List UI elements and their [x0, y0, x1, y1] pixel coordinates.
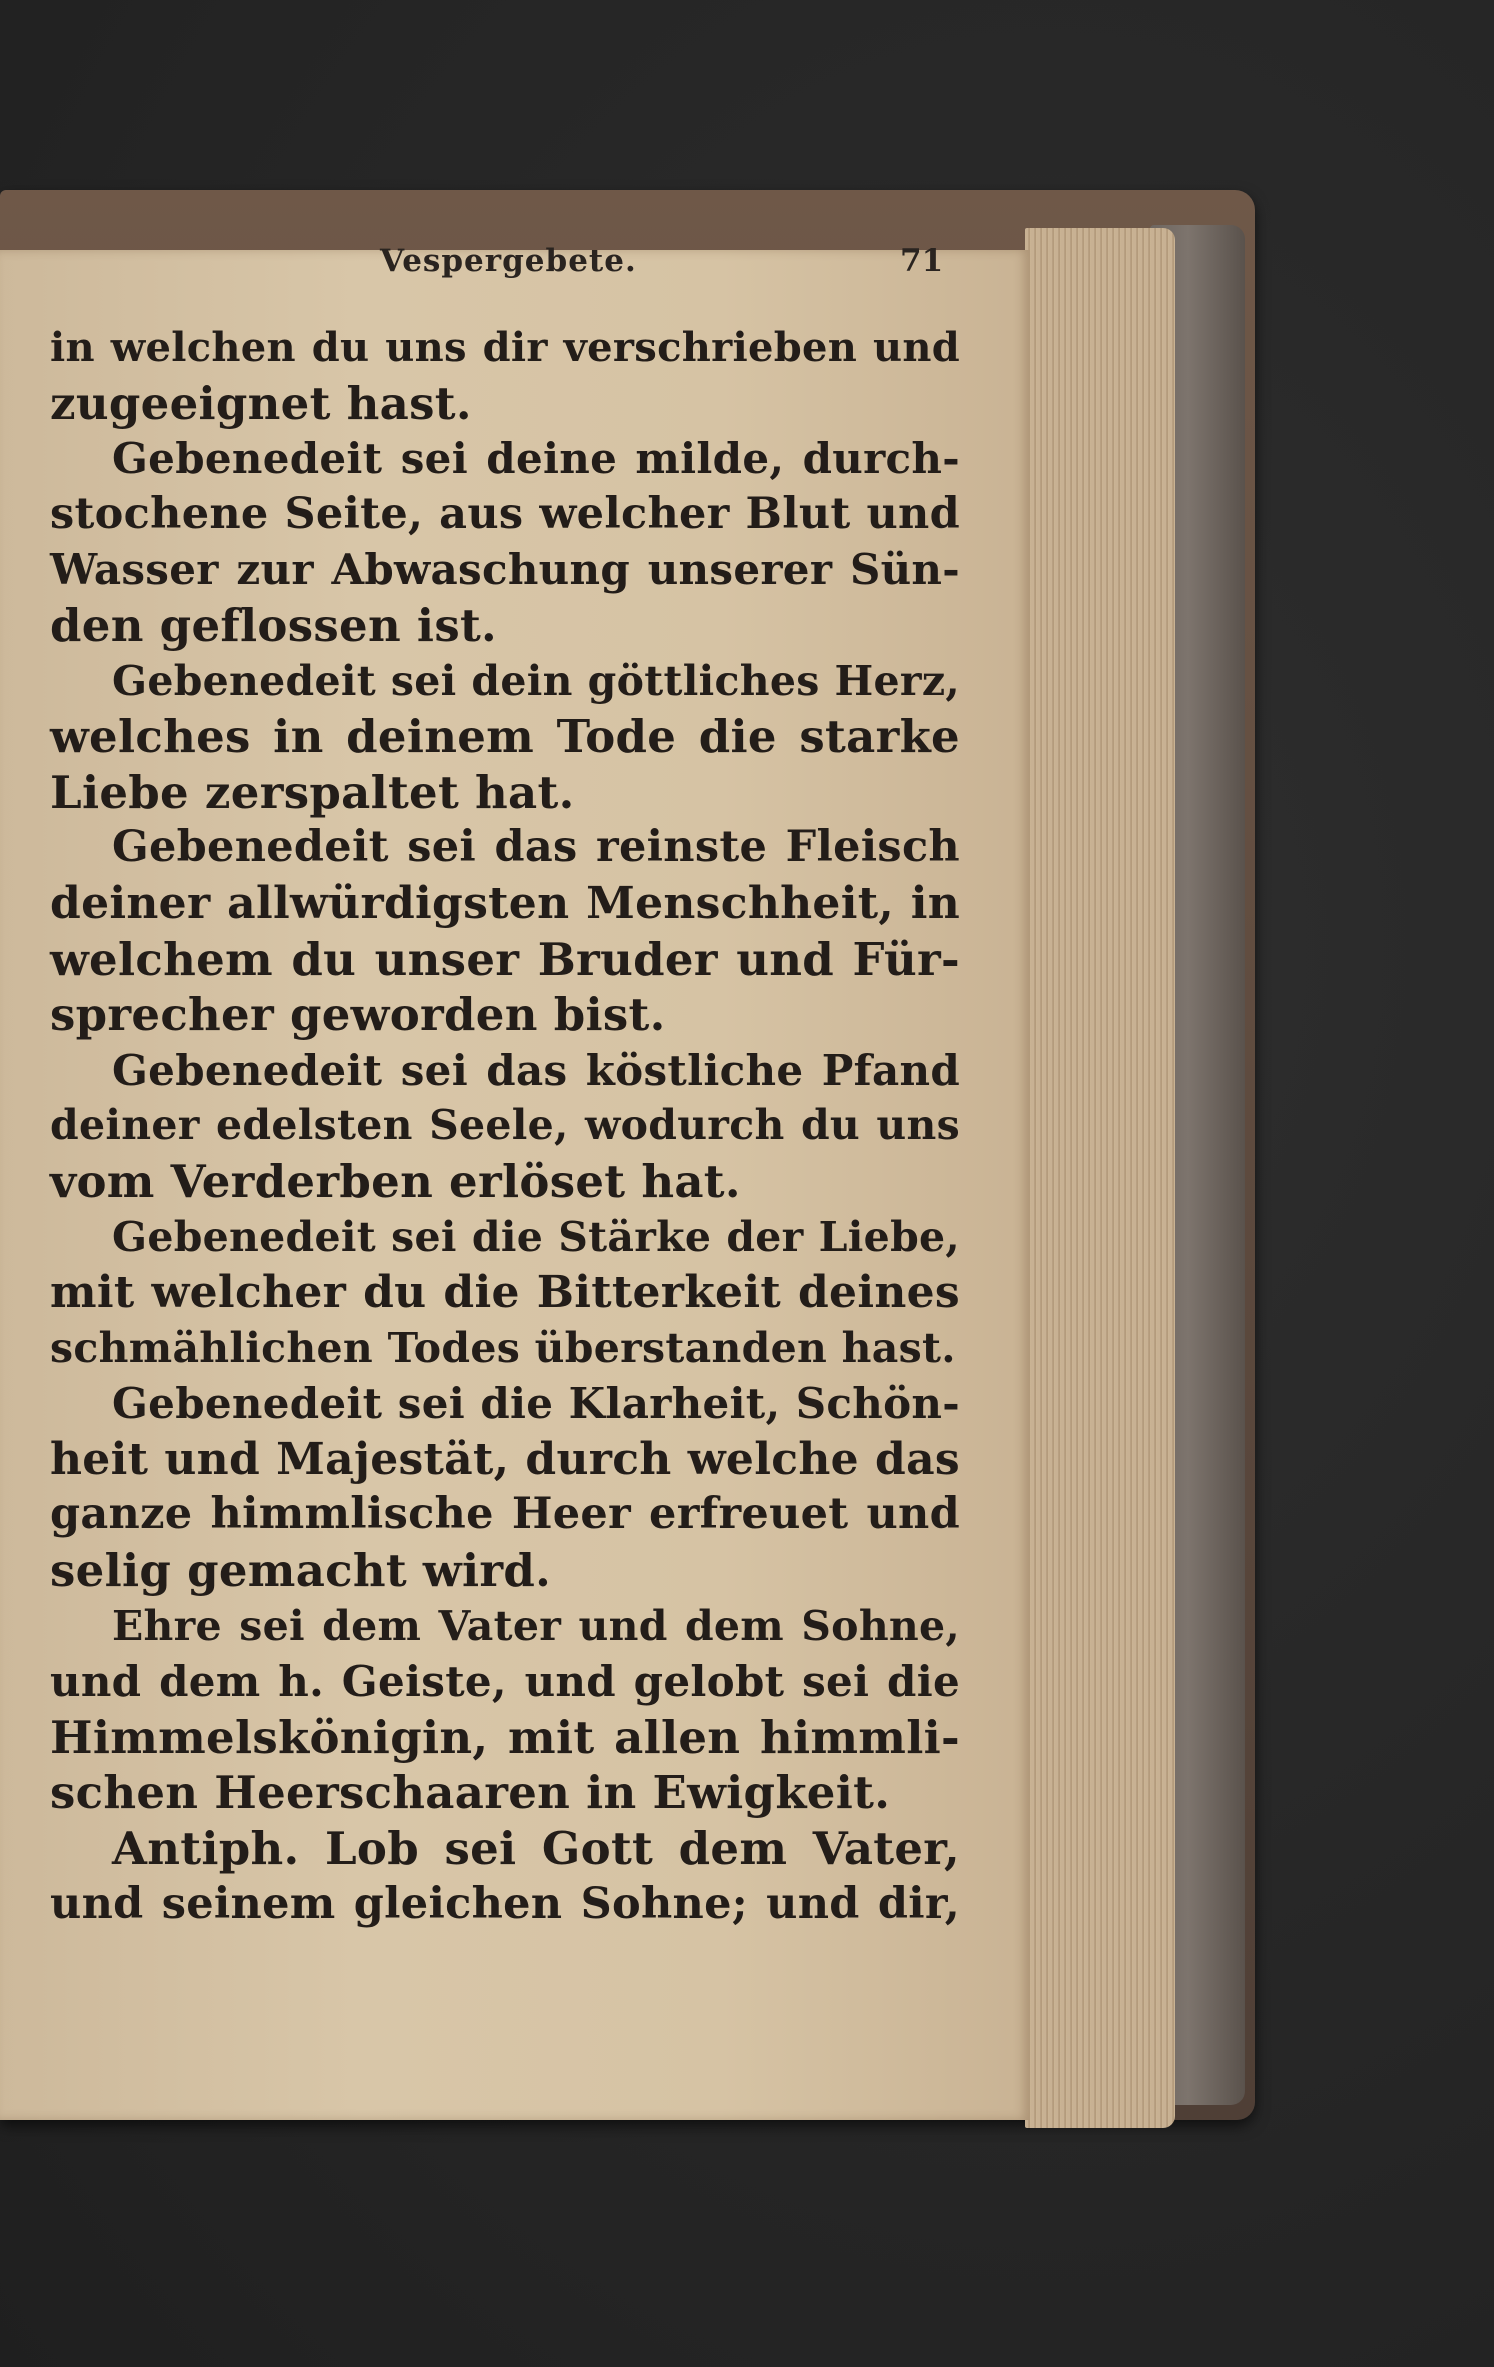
text-line: Liebe zerspaltet hat. [50, 765, 575, 819]
text-line: stochene Seite, aus welcher Blut und [50, 488, 960, 539]
text-line: ganze himmlische Heer erfreuet und [50, 1489, 960, 1540]
text-line: deiner edelsten Seele, wodurch du uns [50, 1101, 960, 1150]
text-line: und dem h. Geiste, und gelobt sei die [50, 1657, 960, 1707]
page-fore-edge [1025, 228, 1175, 2128]
text-line: Himmelskönigin, mit allen himmli- [50, 1710, 960, 1764]
text-line: in welchen du uns dir verschrieben und [50, 324, 960, 371]
text-line: Ehre sei dem Vater und dem Sohne, [112, 1601, 960, 1650]
text-line: Wasser zur Abwaschung unserer Sün- [50, 545, 960, 595]
text-line: vom Verderben erlöset hat. [50, 1154, 741, 1208]
running-title: Vespergebete. [380, 243, 637, 279]
text-line: und seinem gleichen Sohne; und dir, [50, 1878, 960, 1929]
text-line: schmählichen Todes überstanden hast. [50, 1323, 956, 1372]
text-line: Antiph. Lob sei Gott dem Vater, [112, 1822, 960, 1876]
text-line: mit welcher du die Bitterkeit deines [50, 1267, 960, 1319]
text-line: Gebenedeit sei deine milde, durch- [112, 434, 960, 484]
page-number: 71 [900, 243, 944, 279]
text-line: Gebenedeit sei das köstliche Pfand [112, 1045, 960, 1095]
text-line: selig gemacht wird. [50, 1544, 552, 1598]
text-line: schen Heerschaaren in Ewigkeit. [50, 1766, 891, 1820]
text-line: den geflossen ist. [50, 598, 498, 652]
text-line: Gebenedeit sei das reinste Fleisch [112, 822, 960, 873]
text-line: sprecher geworden bist. [50, 988, 666, 1042]
text-line: welches in deinem Tode die starke [50, 710, 960, 764]
body-text [50, 320, 960, 1932]
text-line: Gebenedeit sei dein göttliches Herz, [112, 656, 960, 705]
text-line: Gebenedeit sei die Klarheit, Schön- [112, 1379, 960, 1429]
text-line: Gebenedeit sei die Stärke der Liebe, [112, 1212, 960, 1261]
text-line: welchem du unser Bruder und Für- [50, 932, 960, 986]
text-line: heit und Majestät, durch welche das [50, 1433, 960, 1485]
running-head [0, 243, 1030, 277]
text-line: deiner allwürdigsten Menschheit, in [50, 877, 960, 929]
text-line: zugeeignet hast. [50, 376, 472, 430]
